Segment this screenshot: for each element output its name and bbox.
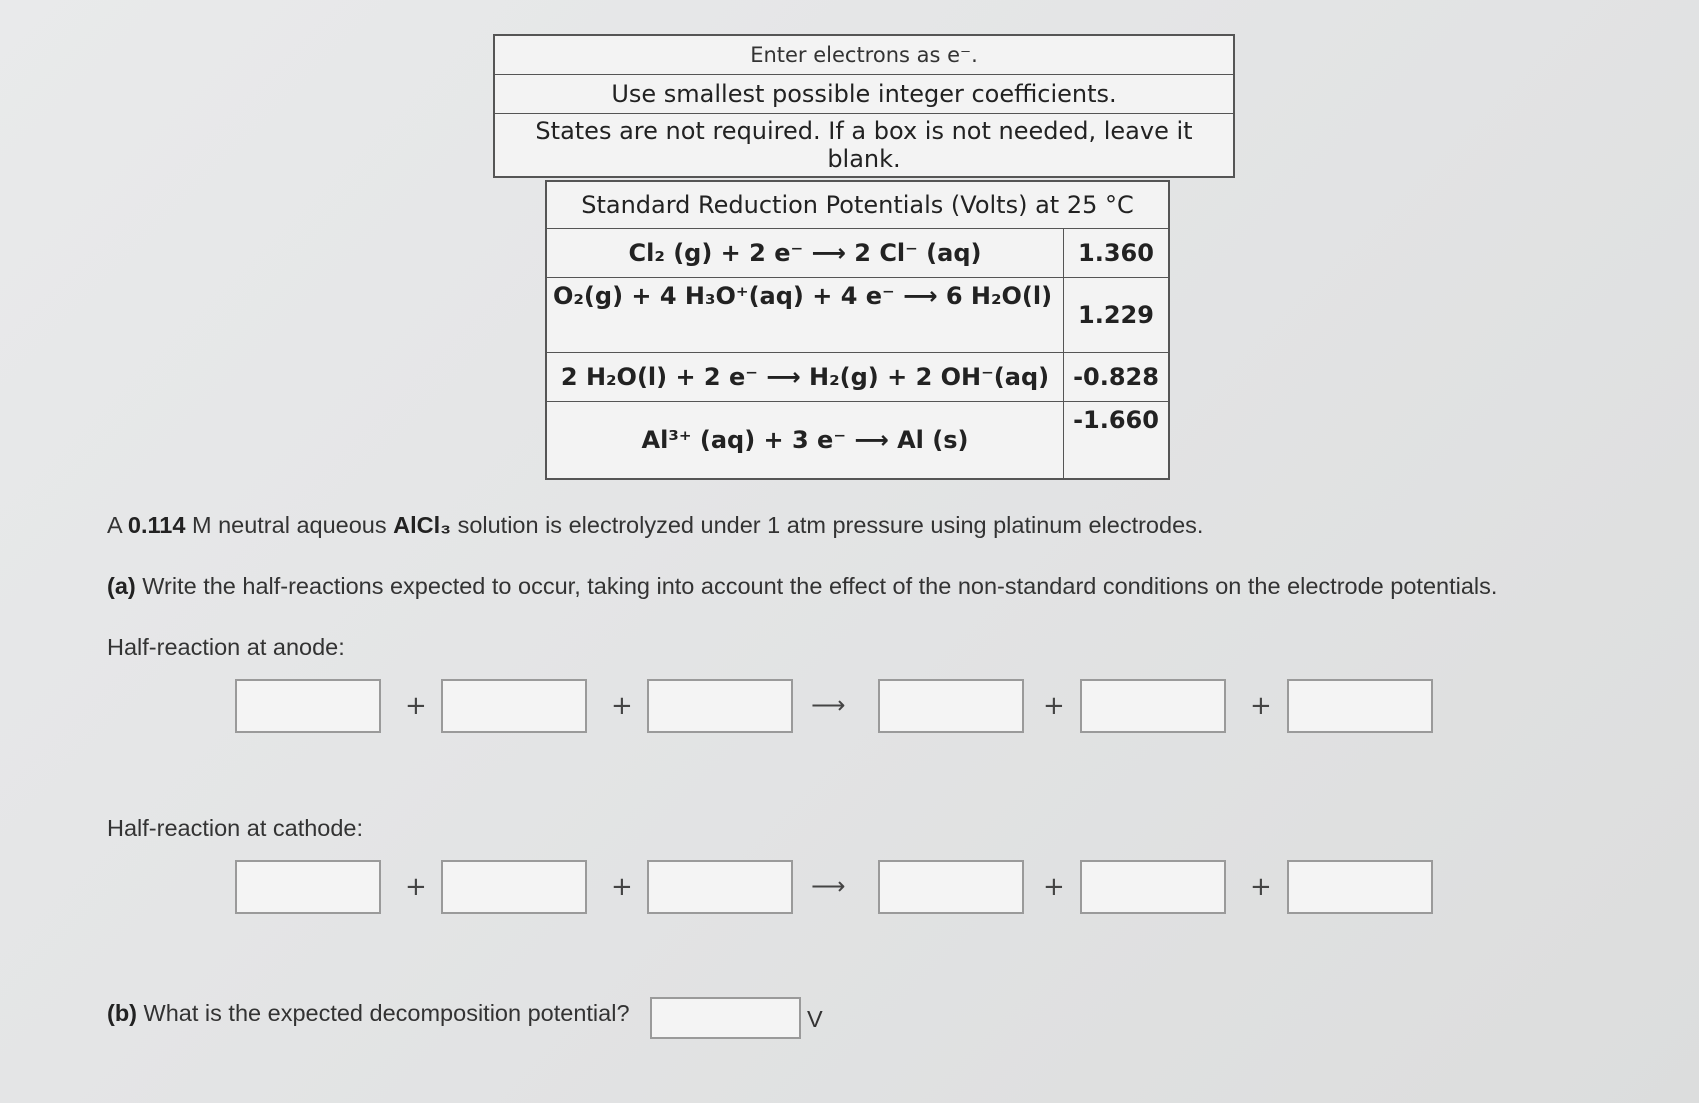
anode-product-1-input[interactable] — [878, 679, 1024, 733]
part-a-question: (a) Write the half-reactions expected to occur, taking into account the effect of the non-standard conditions on the electrode potentials. — [107, 573, 1498, 599]
instruction-states: States are not required. If a box is not needed, leave it blank. — [494, 114, 1234, 178]
plus-sign: + — [1043, 691, 1065, 721]
decomposition-potential-input[interactable] — [650, 997, 801, 1039]
anode-product-2-input[interactable] — [1080, 679, 1226, 733]
anode-equation — [235, 679, 1445, 739]
anode-product-3-input[interactable] — [1287, 679, 1433, 733]
reaction-arrow-icon: ⟶ — [811, 691, 846, 719]
cathode-reactant-3-input[interactable] — [647, 860, 793, 914]
anode-reactant-2-input[interactable] — [441, 679, 587, 733]
plus-sign: + — [405, 691, 427, 721]
reaction-arrow-icon: ⟶ — [811, 872, 846, 900]
plus-sign: + — [1250, 691, 1272, 721]
anode-reactant-1-input[interactable] — [235, 679, 381, 733]
anode-label: Half-reaction at anode: — [107, 634, 345, 660]
cathode-product-1-input[interactable] — [878, 860, 1024, 914]
potential-water: -0.828 — [1064, 353, 1170, 402]
plus-sign: + — [1250, 872, 1272, 902]
compound-formula: AlCl₃ — [393, 512, 452, 538]
plus-sign: + — [611, 872, 633, 902]
reaction-aluminum: Al³⁺ (aq) + 3 e⁻ ⟶ Al (s) — [546, 402, 1064, 480]
anode-reactant-3-input[interactable] — [647, 679, 793, 733]
cathode-reactant-2-input[interactable] — [441, 860, 587, 914]
reduction-potentials-table — [545, 180, 1170, 480]
potential-chlorine: 1.360 — [1064, 229, 1170, 278]
plus-sign: + — [405, 872, 427, 902]
cathode-product-3-input[interactable] — [1287, 860, 1433, 914]
potentials-title: Standard Reduction Potentials (Volts) at 25 °C — [546, 181, 1169, 229]
cathode-product-2-input[interactable] — [1080, 860, 1226, 914]
reaction-water: 2 H₂O(l) + 2 e⁻ ⟶ H₂(g) + 2 OH⁻(aq) — [546, 353, 1064, 402]
potential-oxygen: 1.229 — [1064, 278, 1170, 353]
cathode-reactant-1-input[interactable] — [235, 860, 381, 914]
part-b-question: (b) What is the expected decomposition potential? — [107, 1000, 630, 1026]
problem-intro: A 0.114 M neutral aqueous AlCl₃ solution is electrolyzed under 1 atm pressure using platinum electrodes. — [107, 512, 1204, 538]
reaction-oxygen: O₂(g) + 4 H₃O⁺(aq) + 4 e⁻ ⟶ 6 H₂O(l) — [546, 278, 1064, 353]
cathode-equation — [235, 860, 1445, 920]
plus-sign: + — [1043, 872, 1065, 902]
plus-sign: + — [611, 691, 633, 721]
instructions-table — [493, 34, 1235, 178]
reaction-chlorine: Cl₂ (g) + 2 e⁻ ⟶ 2 Cl⁻ (aq) — [546, 229, 1064, 278]
cathode-label: Half-reaction at cathode: — [107, 815, 364, 841]
concentration-value: 0.114 — [127, 512, 186, 538]
potential-aluminum: -1.660 — [1064, 402, 1170, 480]
unit-volts: V — [807, 1006, 823, 1032]
instruction-electrons: Enter electrons as e⁻. — [494, 35, 1234, 75]
instruction-coefficients: Use smallest possible integer coefficients. — [494, 75, 1234, 114]
